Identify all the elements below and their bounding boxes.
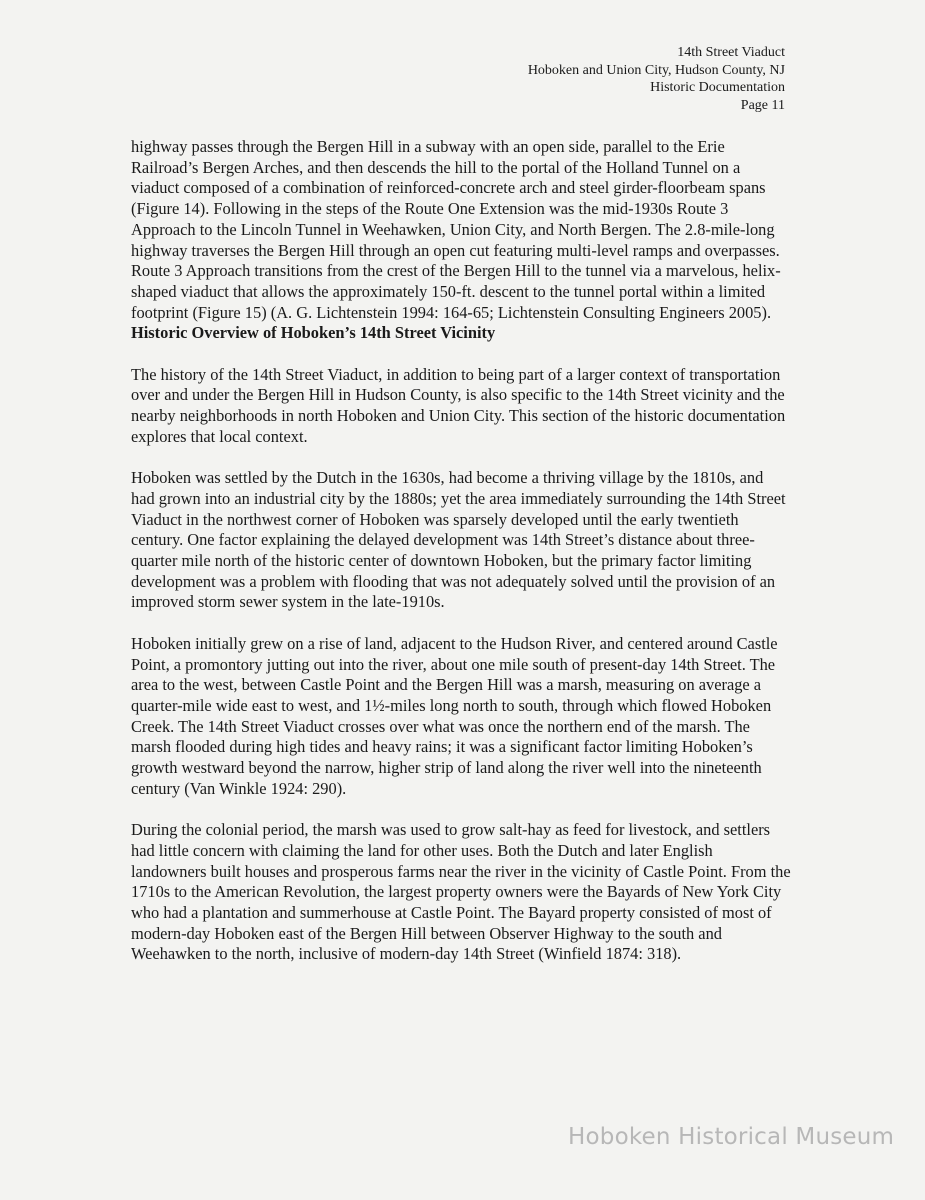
header-location: Hoboken and Union City, Hudson County, NJ — [527, 62, 785, 78]
paragraph-3: Hoboken was settled by the Dutch in the 1630s, had become a thriving village by the 1810s, and had grown into an industrial city by the 1880s; yet the area immediately surrounding the 14th Street Viaduct in the northwest corner of Hoboken was sparsely developed until the early twentieth century. One factor explaining the delayed development was 14th Street’s distance about three-quarter mile north of the historic center of downtown Hoboken, but the primary factor limiting development was a problem with flooding that was not adequately solved until the provision of an improved storm sewer system in the late-1910s. — [131, 468, 786, 612]
museum-watermark: Hoboken Historical Museum — [568, 1124, 895, 1150]
section-heading: Historic Overview of Hoboken’s 14th Street Vicinity — [131, 323, 496, 343]
paragraph-2: The history of the 14th Street Viaduct, in addition to being part of a larger context of transportation over and under the Bergen Hill in Hudson County, is also specific to the 14th Street vicinity and the nearby neighborhoods in north Hoboken and Union City. This section of the historic documentation explores that local context. — [131, 364, 786, 446]
paragraph-1: highway passes through the Bergen Hill in a subway with an open side, parallel to the Erie Railroad’s Bergen Arches, and then descends the hill to the portal of the Holland Tunnel on a viaduct composed of a combination of reinforced-concrete arch and steel girder-floorbeam spans (Figure 14). Following in the steps of the Route One Extension was the mid-1930s Route 3 Approach to the Lincoln Tunnel in Weehawken, Union City, and North Bergen. The 2.8-mile-long highway traverses the Bergen Hill through an open cut featuring multi-level ramps and overpasses. Route 3 Approach transitions from the crest of the Bergen Hill to the tunnel via a marvelous, helix-shaped viaduct that allows the approximately 150-ft. descent to the tunnel portal within a limited footprint (Figure 15) (A. G. Lichtenstein 1994: 164-65; Lichtenstein Consulting Engineers 2005). — [131, 137, 781, 322]
header-doc-type: Historic Documentation — [650, 80, 785, 95]
header-page-number: Page 11 — [740, 97, 785, 113]
header-title: 14th Street Viaduct — [677, 45, 785, 60]
page-header — [528, 44, 785, 114]
paragraph-4: Hoboken initially grew on a rise of land, adjacent to the Hudson River, and centered around Castle Point, a promontory jutting out into the river, about one mile south of present-day 14th Street. The area to the west, between Castle Point and the Bergen Hill was a marsh, measuring on average a quarter-mile wide east to west, and 1½-miles long north to south, through which flowed Hoboken Creek. The 14th Street Viaduct crosses over what was once the northern end of the marsh. The marsh flooded during high tides and heavy rains; it was a significant factor limiting Hoboken’s growth westward beyond the narrow, higher strip of land along the river well into the nineteenth century (Van Winkle 1924: 290). — [131, 633, 778, 798]
document-body — [131, 137, 791, 965]
paragraph-5: During the colonial period, the marsh was used to grow salt-hay as feed for livestock, and settlers had little concern with claiming the land for other uses. Both the Dutch and later English landowners built houses and prosperous farms near the river in the vicinity of Castle Point. From the 1710s to the American Revolution, the largest property owners were the Bayards of New York City who had a plantation and summerhouse at Castle Point. The Bayard property consisted of most of modern-day Hoboken east of the Bergen Hill between Observer Highway to the south and Weehawken to the north, inclusive of modern-day 14th Street (Winfield 1874: 318). — [131, 820, 791, 964]
